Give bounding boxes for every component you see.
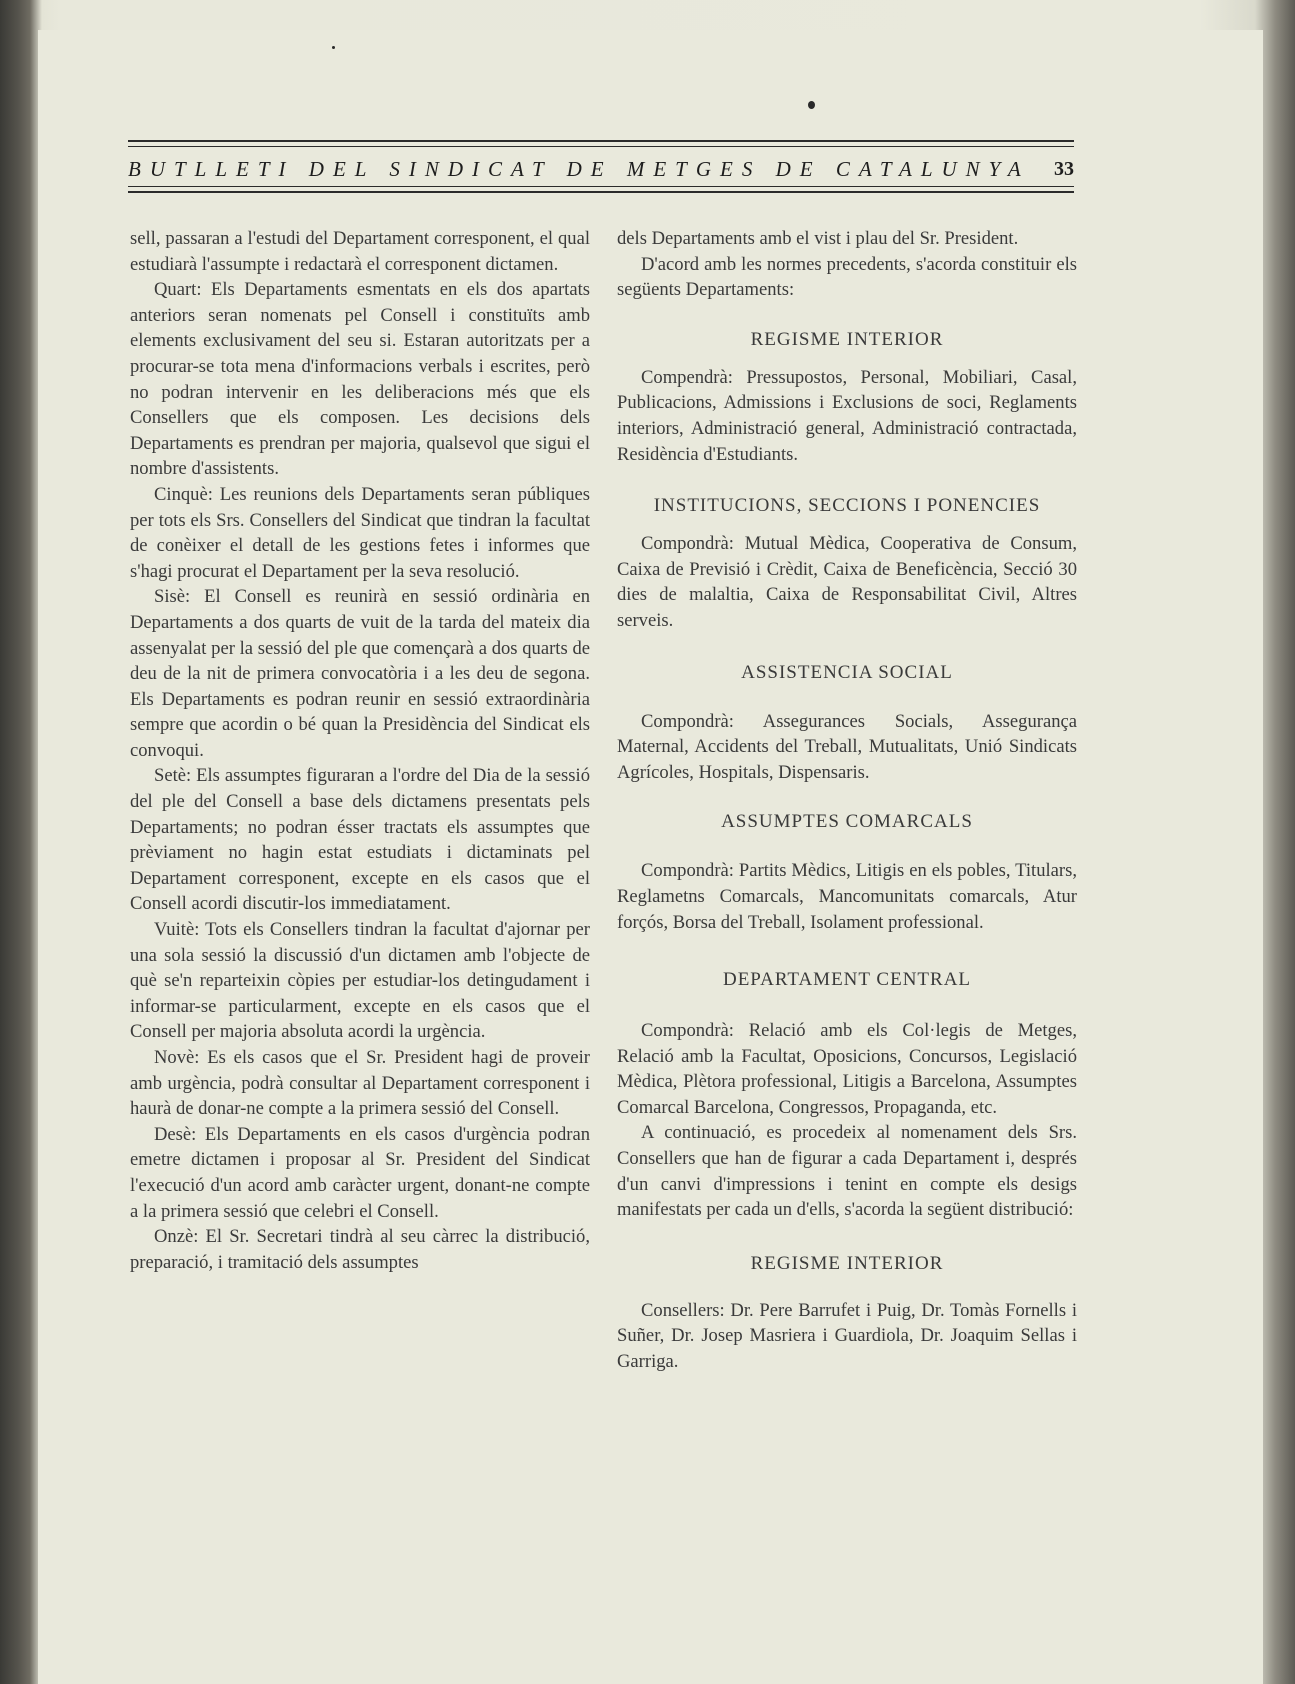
paragraph: Sisè: El Consell es reunirà en sessió ordinària en Departaments a dos quarts de vuit de la tarda del mateix dia assenyalat per la sessió del ple que començarà a dos quarts de deu de la nit de primera convocatòria i a les deu de segona. Els Departaments es podran reunir en sessió extraordinària sempre que acordin o bé quan la Presidència del Sindicat els convoqui. — [130, 586, 590, 761]
ink-speck — [808, 101, 815, 109]
header-rule-bottom — [128, 191, 1074, 193]
header-rule-bottom-thin — [128, 186, 1074, 187]
paragraph: Setè: Els assumptes figuraran a l'ordre del Dia de la sessió del ple del Consell a base dels dictamens presentats pels Departaments; no podran ésser tractats els assumptes que prèviament no hagin estat estudiats i dictaminats pel Departament corresponent, excepte en els casos que el Consell acordi discutir-los immediatament. — [130, 765, 590, 915]
paragraph: Cinquè: Les reunions dels Departaments seran públiques per tots els Srs. Consellers del Sindicat que tindran la facultat de conèixer el detall de les gestions fetes i informes que s'hagi procurat el Departament per la seva resolució. — [130, 483, 590, 582]
section-heading: REGISME INTERIOR — [750, 328, 944, 350]
section-text: Compondrà: Mutual Mèdica, Cooperativa de Consum, Caixa de Previsió i Crèdit, Caixa de Beneficència, Secció 30 dies de malaltia, Caixa de Responsabilitat Civil, Altres serveis. — [617, 533, 1077, 631]
header-rule-top-thin — [128, 146, 1074, 147]
paragraph: Quart: Els Departaments esmentats en els dos apartats anteriors seran nomenats pel Consell i constituïts amb elements exclusivament del seu si. Estaran autoritzats per a procurar-se tota mena d'informacions verbals i escrites, però no podran intervenir en les deliberacions més que els Consellers que els composen. Les decisions dels Departaments es prendran per majoria, qualsevol que sigui el nombre d'assistents. — [130, 279, 590, 480]
paragraph: Desè: Els Departaments en els casos d'urgència podran emetre dictamen i proposar al Sr. President del Sindicat l'execució d'un acord amb caràcter urgent, donant-ne compte a la primera sessió que celebri el Consell. — [130, 1123, 590, 1222]
paragraph: Vuitè: Tots els Consellers tindran la facultat d'ajornar per una sola sessió la discussió d'un dictamen amb l'objecte de què se'n reparteixin còpies per estudiar-los detingudament i informar-se particularment, excepte en els casos que el Consell per majoria absoluta acordi la urgència. — [130, 919, 590, 1043]
section-text: Compondrà: Assegurances Socials, Assegurança Maternal, Accidents del Treball, Mutualitats, Unió Sindicats Agrícoles, Hospitals, Dispensaris. — [617, 710, 1077, 783]
paragraph: D'acord amb les normes precedents, s'acorda constituir els següents Departaments: — [617, 253, 1077, 301]
section-heading: INSTITUCIONS, SECCIONS I PONENCIES — [653, 495, 1041, 517]
section-heading: ASSUMPTES COMARCALS — [721, 811, 973, 833]
running-header — [128, 155, 1074, 183]
paragraph: A continuació, es procedeix al nomenament dels Srs. Consellers que han de figurar a cada Departament i, després d'un canvi d'impressions i tenint en compte els desigs manifestats per cada un d'ells, s'acorda la següent distribució: — [617, 1122, 1077, 1221]
section-heading: REGISME INTERIOR — [750, 1252, 944, 1274]
paragraph: dels Departaments amb el vist i plau del Sr. President. — [617, 228, 1019, 249]
paragraph: Onzè: El Sr. Secretari tindrà al seu càrrec la distribució, preparació, i tramitació dels assumptes — [130, 1226, 590, 1273]
section-heading: ASSISTENCIA SOCIAL — [741, 661, 953, 683]
header-rule-top — [128, 140, 1074, 142]
page-number: 33 — [1054, 157, 1074, 180]
paragraph: Novè: Es els casos que el Sr. President hagi de proveir amb urgència, podrà consultar al Departament corresponent i haurà de donar-ne compte a la primera sessió del Consell. — [130, 1047, 590, 1120]
left-column — [130, 226, 590, 1275]
right-column — [617, 226, 1077, 1375]
section-text: Compondrà: Partits Mèdics, Litigis en els pobles, Titulars, Reglametns Comarcals, Mancomunitats comarcals, Atur forçós, Borsa del Treball, Isolament professional. — [617, 860, 1077, 933]
section-text: Compondrà: Relació amb els Col·legis de Metges, Relació amb la Facultat, Oposicions, Concursos, Legislació Mèdica, Plètora professional, Litigis a Barcelona, Assumptes Comarcal Barcelona, Congressos, Propaganda, etc. — [617, 1020, 1077, 1118]
ink-speck — [332, 46, 335, 49]
section-text: Consellers: Dr. Pere Barrufet i Puig, Dr. Tomàs Fornells i Suñer, Dr. Josep Masriera i Guardiola, Dr. Joaquim Sellas i Garriga. — [617, 1299, 1077, 1373]
section-text: Compendrà: Pressupostos, Personal, Mobiliari, Casal, Publicacions, Admissions i Exclusions de soci, Reglaments interiors, Administració general, Administració contractada, Residència d'Estudiants. — [617, 366, 1077, 465]
paragraph: sell, passaran a l'estudi del Departament corresponent, el qual estudiarà l'assumpte i redactarà el corresponent dictamen. — [130, 228, 590, 275]
section-heading: DEPARTAMENT CENTRAL — [722, 969, 972, 991]
journal-title: BUTLLETI DEL SINDICAT DE METGES DE CATALUNYA — [128, 156, 1030, 181]
